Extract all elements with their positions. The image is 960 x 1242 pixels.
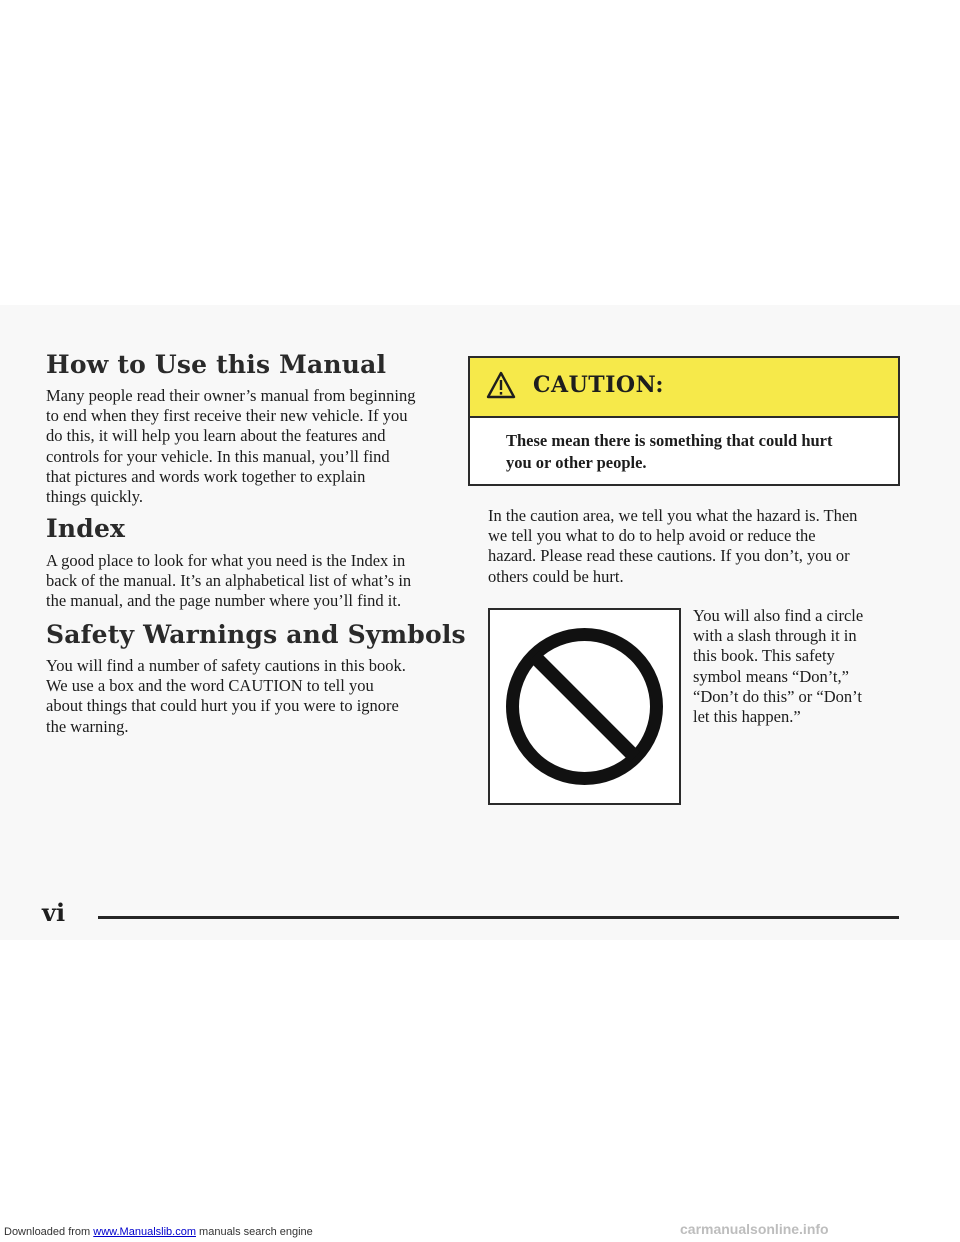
footer-prefix: Downloaded from xyxy=(4,1226,91,1238)
caution-body: These mean there is something that could hurt you or other people. xyxy=(506,431,833,472)
heading-safety-warnings: Safety Warnings and Symbols xyxy=(46,620,466,649)
safety-paragraph: You will find a number of safety cautions in this book. We use a box and the word CAUTION to tell you about things that could hurt you if you were to ignore the warning. xyxy=(46,656,406,736)
caution-box xyxy=(468,356,900,486)
caution-header xyxy=(470,358,898,418)
symbol-explanation-paragraph: You will also find a circle with a slash through it in this book. This safety symbol means “Don’t,” “Don’t do this” or “Don’t let this happen.” xyxy=(693,606,864,727)
how-to-use-paragraph: Many people read their owner’s manual from beginning to end when they first receive their new vehicle. If you do this, it will help you learn about the features and controls for your vehicle. In this manual, you’ll find that pictures and words work together to explain things quickly. xyxy=(46,386,416,507)
caution-title: CAUTION: xyxy=(533,372,665,398)
prohibition-circle-icon xyxy=(502,624,667,789)
heading-how-to-use: How to Use this Manual xyxy=(46,350,387,379)
prohibition-symbol-box xyxy=(488,608,681,805)
warning-triangle-icon xyxy=(486,371,516,399)
watermark: carmanualsonline.info xyxy=(680,1221,829,1237)
footer-rule xyxy=(98,916,899,919)
page-number: vi xyxy=(42,898,66,927)
heading-index: Index xyxy=(46,514,126,543)
manualslib-link[interactable]: www.Manualslib.com xyxy=(93,1226,196,1238)
caution-explanation-paragraph: In the caution area, we tell you what the hazard is. Then we tell you what to do to help avoid or reduce the hazard. Please read these cautions. If you don’t, you or others could be hurt. xyxy=(488,506,858,586)
footer-suffix: manuals search engine xyxy=(199,1226,313,1238)
download-footer xyxy=(4,1226,313,1238)
index-paragraph: A good place to look for what you need is the Index in back of the manual. It’s an alphabetical list of what’s in the manual, and the page number where you’ll find it. xyxy=(46,551,412,611)
